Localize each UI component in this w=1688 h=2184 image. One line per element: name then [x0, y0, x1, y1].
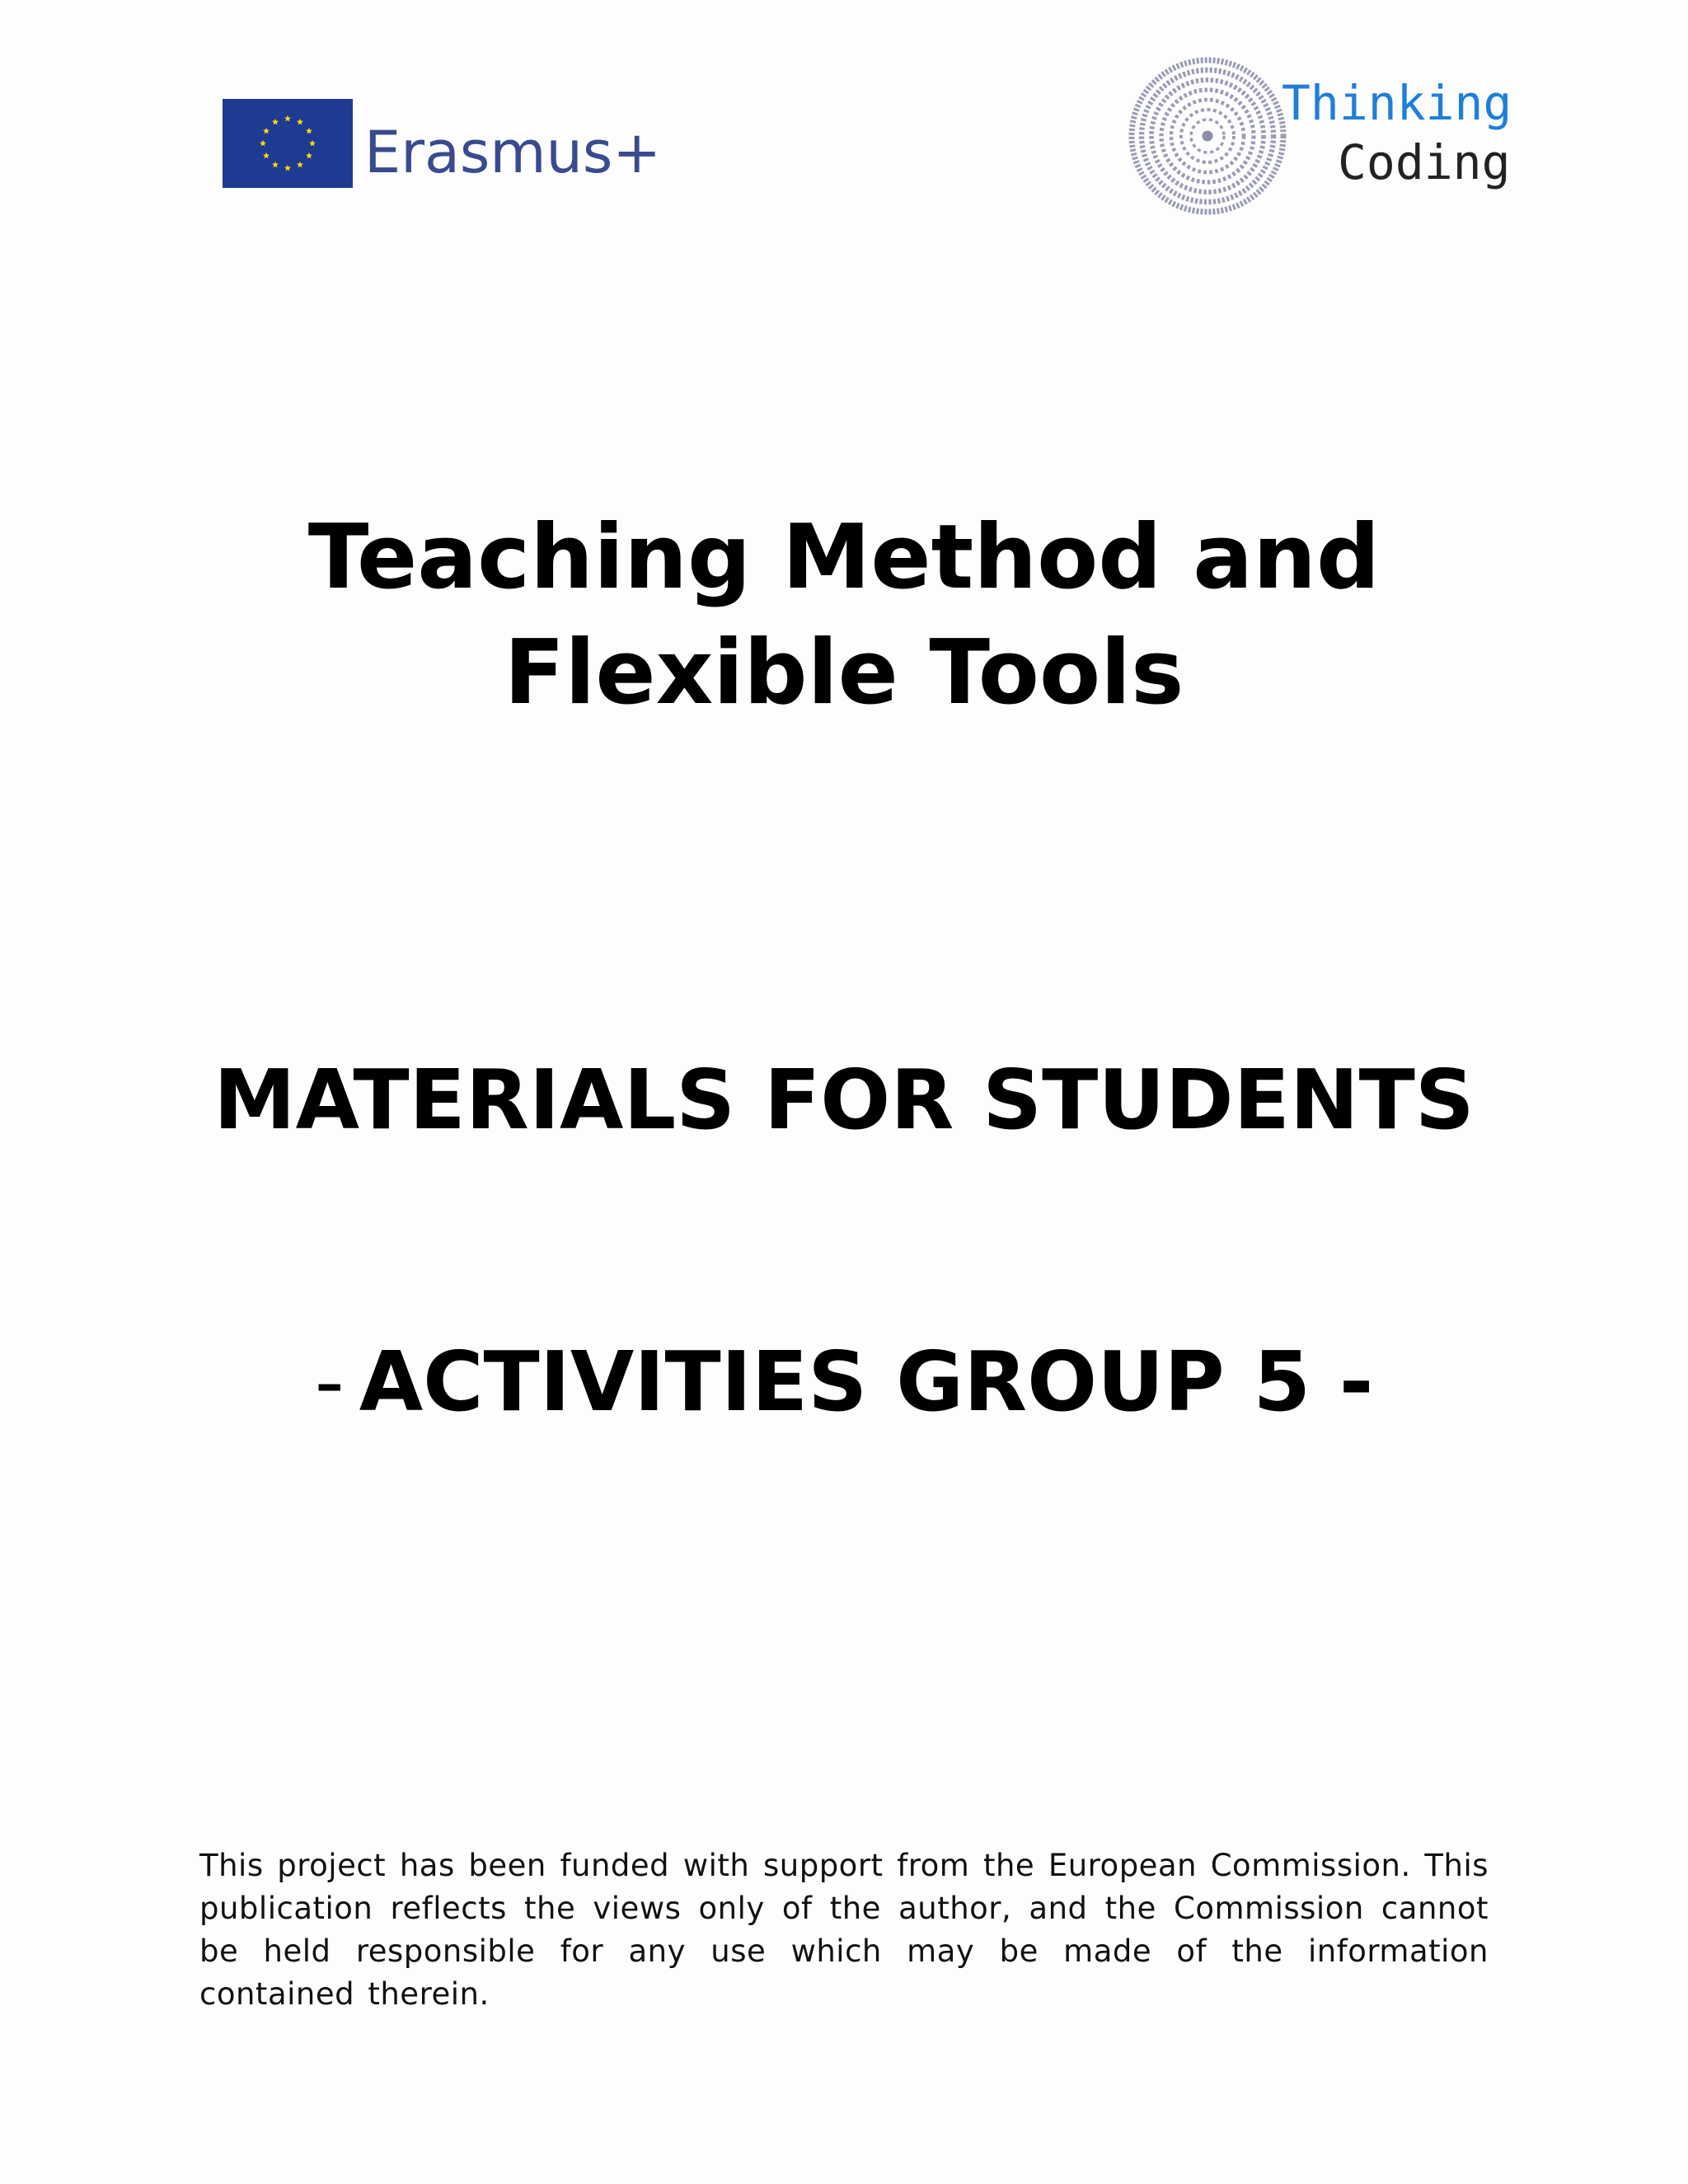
activities-lead-dash: - [314, 1333, 345, 1430]
seal-center-icon [1203, 131, 1212, 141]
activities-label: ACTIVITIES GROUP 5 - [359, 1333, 1374, 1430]
binary-spiral-seal-icon [1125, 54, 1290, 218]
funding-disclaimer: This project has been funded with support from the European Commission. This publication reflects the views only of the author, and the Commission cannot be held responsible for any use which may be made of the information contained therein. [199, 1848, 1489, 2012]
document-subtitle: MATERIALS FOR STUDENTS [213, 1052, 1475, 1148]
activities-heading [0, 1329, 1688, 1436]
document-title-line-2: Flexible Tools [504, 621, 1184, 724]
document-title-line-1: Teaching Method and [307, 506, 1381, 609]
erasmus-wordmark: Erasmus+ [364, 119, 662, 186]
thinking-coding-logo [1125, 54, 1512, 218]
eu-flag-icon [223, 99, 353, 188]
erasmus-plus-logo [223, 99, 662, 191]
thinking-wordmark: Thinking [1282, 75, 1512, 131]
coding-wordmark: Coding [1338, 134, 1511, 190]
